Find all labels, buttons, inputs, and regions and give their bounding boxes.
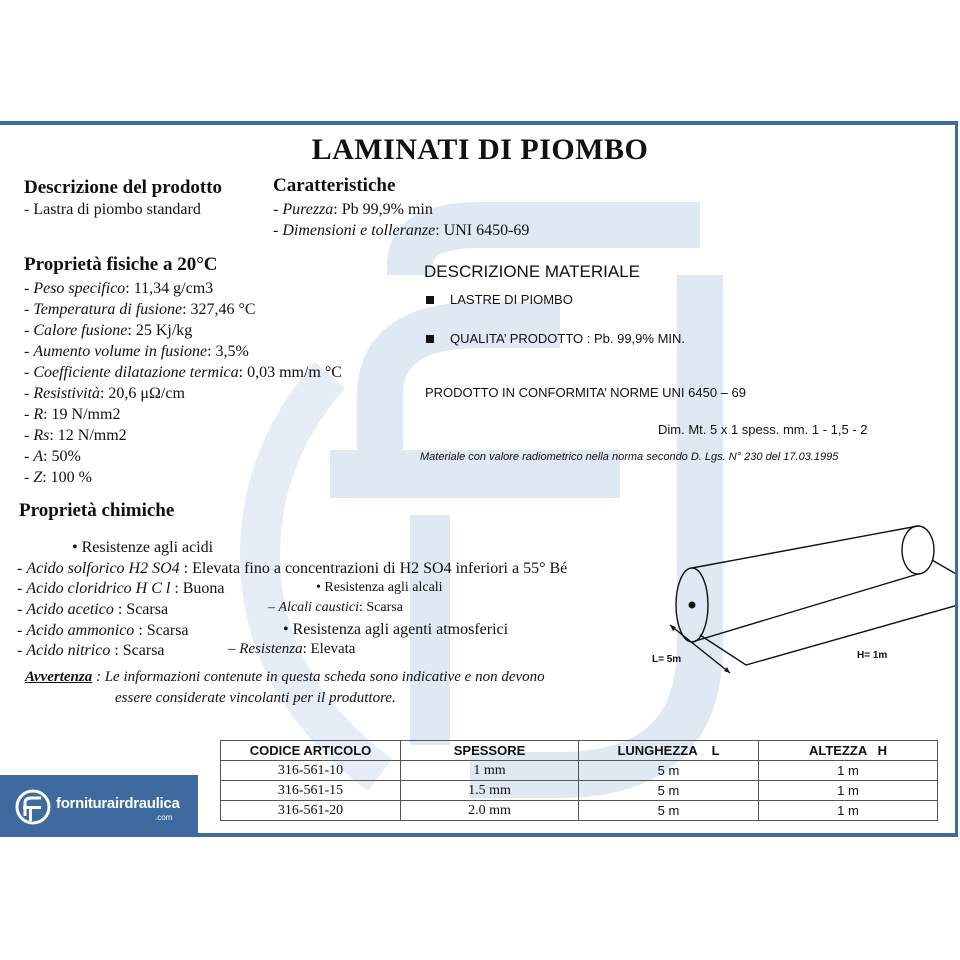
materiale-conformita: PRODOTTO IN CONFORMITA’ NORME UNI 6450 – 69	[425, 385, 746, 400]
column-header: LUNGHEZZA L	[579, 741, 759, 761]
acido-ammonico: - Acido ammonico : Scarsa	[17, 622, 189, 639]
column-header: CODICE ARTICOLO	[221, 741, 401, 761]
fisica-item: - Calore fusione: 25 Kj/kg	[24, 322, 193, 339]
table-row	[221, 801, 938, 821]
brand-logo[interactable]	[0, 775, 198, 837]
brand-suffix: .com	[155, 813, 173, 822]
brand-name: forniturairdraulica	[56, 795, 180, 812]
materiale-bullet: QUALITA’ PRODOTTO : Pb. 99,9% MIN.	[426, 331, 685, 346]
product-sheet	[0, 121, 958, 837]
roll-height-label: H= 1m	[857, 650, 888, 661]
lead-roll-illustration	[640, 515, 958, 675]
table-cell: 1.5 mm	[401, 781, 579, 801]
fisica-item: - Coefficiente dilatazione termica: 0,03 mm/m °C	[24, 364, 342, 381]
caratteristiche-heading: Caratteristiche	[273, 175, 396, 196]
fisica-item: - R: 19 N/mm2	[24, 406, 121, 423]
acido-cloridrico: - Acido cloridrico H C l : Buona	[17, 580, 225, 597]
caratteristica-item: - Dimensioni e tolleranze: UNI 6450-69	[273, 222, 530, 239]
square-bullet-icon	[426, 335, 434, 343]
table-row	[221, 761, 938, 781]
fisica-item: - Z: 100 %	[24, 469, 93, 486]
fisica-item: - Rs: 12 N/mm2	[24, 427, 127, 444]
fisica-item: - Peso specifico: 11,34 g/cm3	[24, 280, 214, 297]
alcali-caustici: – Alcali caustici: Scarsa	[268, 600, 403, 615]
atmosferici-resistenza: – Resistenza: Elevata	[228, 641, 356, 657]
table-header-row	[221, 741, 938, 761]
table-cell: 5 m	[579, 761, 759, 781]
table-cell: 1 m	[759, 801, 938, 821]
table-cell: 316-561-10	[221, 761, 401, 781]
fisica-item: - Temperatura di fusione: 327,46 °C	[24, 301, 256, 318]
atmosferici-heading: • Resistenza agli agenti atmosferici	[283, 621, 509, 638]
table-cell: 1 m	[759, 781, 938, 801]
acido-nitrico: - Acido nitrico : Scarsa	[17, 642, 165, 659]
acido-acetico: - Acido acetico : Scarsa	[17, 601, 169, 618]
fisica-item: - Aumento volume in fusione: 3,5%	[24, 343, 249, 360]
fisica-item: - A: 50%	[24, 448, 81, 465]
column-header: ALTEZZA H	[759, 741, 938, 761]
materiale-radiometrico: Materiale con valore radiometrico nella norma secondo D. Lgs. N° 230 del 17.03.1995	[420, 451, 839, 463]
roll-length-label: L= 5m	[652, 654, 682, 665]
table-cell: 5 m	[579, 801, 759, 821]
square-bullet-icon	[426, 296, 434, 304]
page-title: LAMINATI DI PIOMBO	[311, 133, 649, 166]
table-row	[221, 781, 938, 801]
table-cell: 1 m	[759, 761, 938, 781]
table-cell: 316-561-20	[221, 801, 401, 821]
acidi-heading: • Resistenze agli acidi	[72, 539, 214, 556]
alcali-heading: • Resistenza agli alcali	[316, 580, 443, 595]
chimiche-heading: Proprietà chimiche	[19, 500, 175, 521]
table-cell: 2.0 mm	[401, 801, 579, 821]
article-table	[220, 740, 938, 821]
materiale-heading: DESCRIZIONE MATERIALE	[424, 262, 640, 281]
materiale-dimensioni: Dim. Mt. 5 x 1 spess. mm. 1 - 1,5 - 2	[658, 422, 868, 437]
table-cell: 1 mm	[401, 761, 579, 781]
materiale-bullet: LASTRE DI PIOMBO	[426, 292, 573, 307]
acido-solforico: - Acido solforico H2 SO4 : Elevata fino a concentrazioni di H2 SO4 inferiori a 55° Bé	[17, 560, 568, 577]
column-header: SPESSORE	[401, 741, 579, 761]
fisiche-list	[24, 278, 342, 488]
caratteristiche-list	[273, 199, 529, 241]
descrizione-heading: Descrizione del prodotto	[24, 177, 223, 198]
brand-mark-icon	[14, 788, 52, 826]
fisica-item: - Resistività: 20,6 μΩ/cm	[24, 385, 185, 402]
avvertenza: Avvertenza : Le informazioni contenute in questa scheda sono indicative e non devono essere considerate vincolanti per il produttore.	[25, 669, 545, 706]
table-cell: 316-561-15	[221, 781, 401, 801]
fisiche-heading: Proprietà fisiche a 20°C	[24, 254, 218, 275]
table-cell: 5 m	[579, 781, 759, 801]
caratteristica-item: - Purezza: Pb 99,9% min	[273, 201, 433, 218]
descrizione-text: - Lastra di piombo standard	[24, 201, 201, 218]
